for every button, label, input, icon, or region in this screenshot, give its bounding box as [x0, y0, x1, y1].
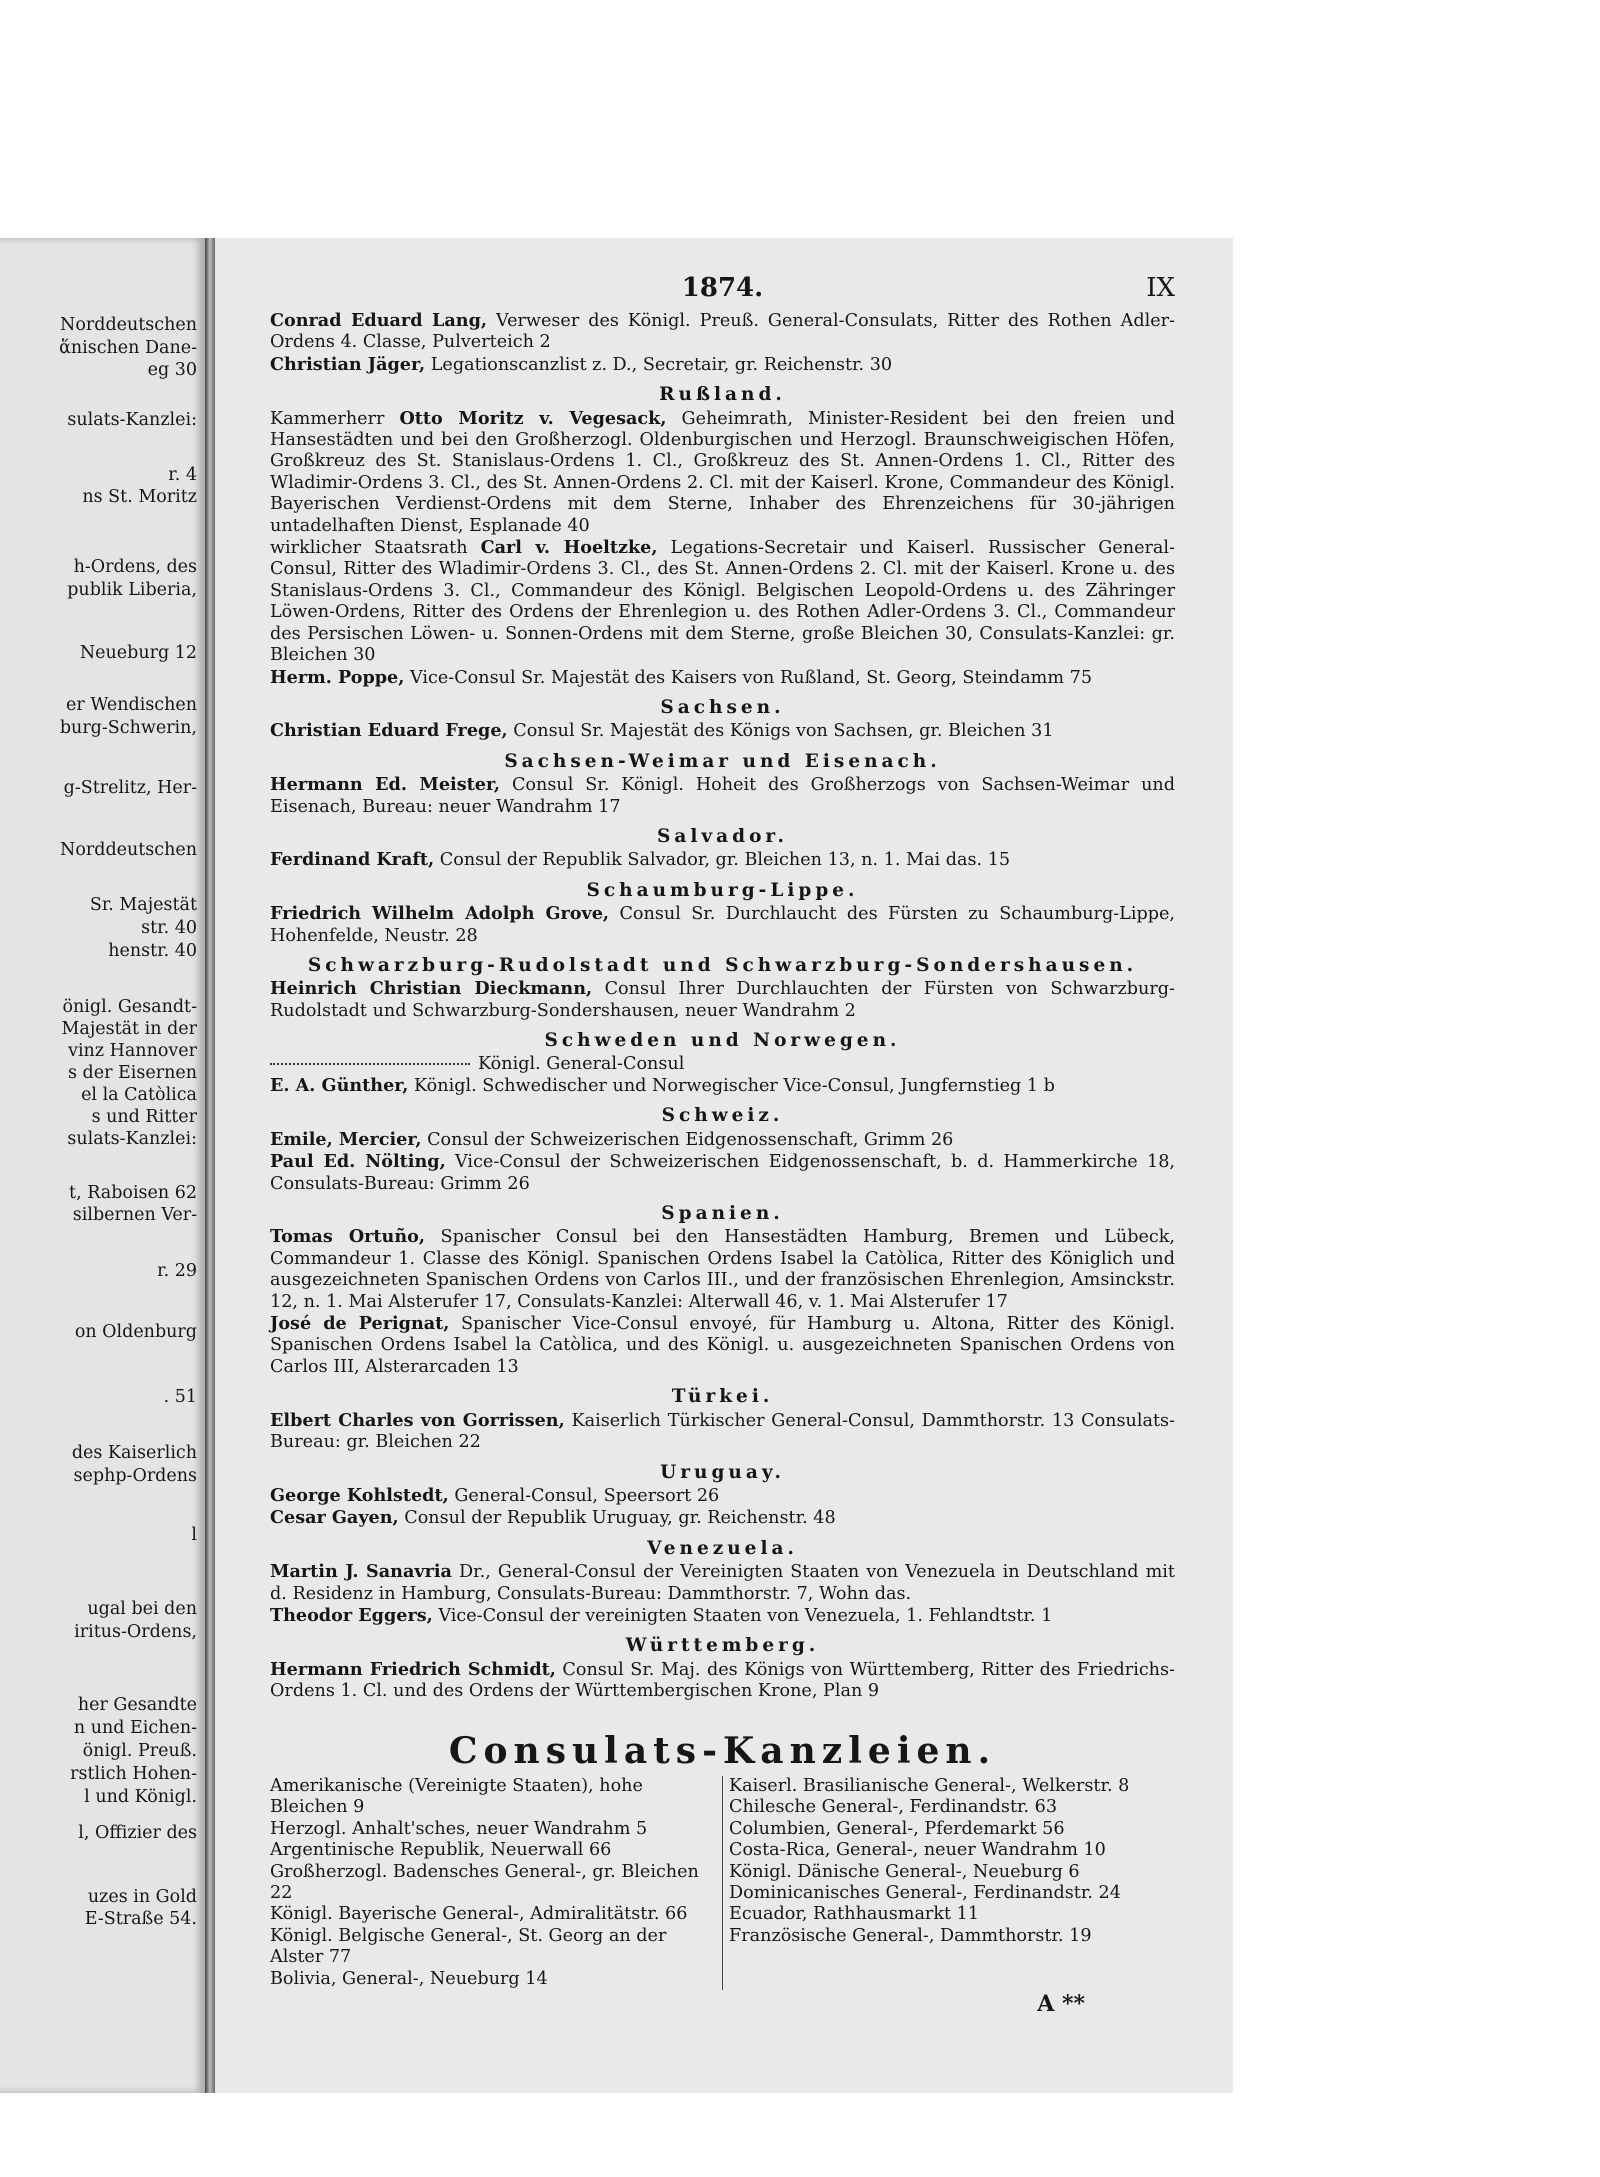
book-gutter — [205, 238, 215, 2093]
entry-title-prefix: Kammerherr — [270, 408, 400, 429]
entry-details: Geheimrath, Minister-Resident bei den freien und Hansestädten und bei den Großherzogl. Oldenburgischen und Herzogl. Braunschweigischen Höfen, Großkreuz des St. Stanislaus-Ordens 1. Cl., Großkreuz des St. Annen-Ordens 1. Cl., Ritter des Wladimir-Ordens 3. Cl., des St. Annen-Ordens 2. Cl. mit der Kaiserl. Krone, Commandeur des Königl. Bayerischen Verdienst-Ordens mit dem Sterne, Inhaber des Ehrenzeichens für 30-jährigen untadelhaften Dienst, Esplanade 40 — [270, 408, 1175, 536]
consul-name: Paul Ed. Nölting, — [270, 1151, 446, 1173]
entry-details: Consul Ihrer Durchlauchten der Fürsten von Schwarzburg-Rudolstadt und Schwarzburg-Sondershausen, neuer Wandrahm 2 — [270, 979, 1175, 1021]
kanzleien-title: Consulats-Kanzleien. — [448, 1729, 997, 1772]
section-heading: Schweden und Norwegen. — [544, 1030, 901, 1052]
facing-page-fragment: r. 4 — [168, 465, 197, 485]
facing-page-fragment: Sr. Majestät — [89, 895, 197, 915]
directory-entry — [270, 408, 1175, 537]
consul-name: Carl v. Hoeltzke, — [480, 537, 658, 559]
facing-page-edge — [0, 238, 205, 2093]
directory-entry — [270, 1313, 1175, 1378]
facing-page-fragment: sulats-Kanzlei: — [67, 1129, 197, 1149]
facing-page-fragment: Neueburg 12 — [79, 643, 197, 663]
directory-entry — [270, 1129, 1175, 1151]
entry-details: Dr., General-Consul der Vereinigten Staaten von Venezuela in Deutschland mit d. Residenz in Hamburg, Consulats-Bureau: Dammthorstr. 7, Wohn das. — [270, 1562, 1175, 1604]
facing-page-fragment: t, Raboisen 62 — [69, 1183, 197, 1203]
facing-page-fragment: l, Offizier des — [78, 1823, 197, 1843]
kanzlei-entry: Herzogl. Anhalt'sches, neuer Wandrahm 5 — [270, 1818, 648, 1839]
facing-page-fragment: sulats-Kanzlei: — [67, 410, 197, 430]
kanzlei-entry: Königl. Dänische General-, Neueburg 6 — [729, 1861, 1080, 1882]
facing-page-fragment: h-Ordens, des — [73, 557, 197, 577]
directory-entry — [270, 1075, 1175, 1097]
consul-name: Christian Eduard Frege, — [270, 720, 508, 742]
section-heading: Sachsen-Weimar und Eisenach. — [504, 750, 941, 772]
facing-page-fragment: ns St. Moritz — [82, 487, 197, 507]
directory-entry — [270, 1659, 1175, 1703]
directory-entry — [270, 1151, 1175, 1195]
facing-page-fragment: Majestät in der — [61, 1019, 197, 1039]
directory-entry — [270, 354, 1175, 376]
page-content — [270, 273, 1175, 2018]
section-heading: Sachsen. — [660, 696, 785, 718]
consul-name: Otto Moritz v. Vegesack, — [399, 407, 667, 429]
entry-details: Legationscanzlist z. D., Secretair, gr. Reichenstr. 30 — [425, 354, 893, 375]
consul-name: Martin J. Sanavria — [270, 1561, 452, 1583]
directory-entry — [270, 1054, 1175, 1075]
facing-page-fragment: g-Strelitz, Her- — [63, 778, 197, 798]
kanzlei-entry: Costa-Rica, General-, neuer Wandrahm 10 — [729, 1840, 1106, 1861]
entry-details: Spanischer Consul bei den Hansestädten Hamburg, Bremen und Lübeck, Commandeur 1. Classe des Königl. Spanischen Ordens Isabel la Catòlica, Ritter des Königlich und ausgezeichneten Spanischen Ordens von Carlos III., und der französischen Ehrenlegion, Amsinckstr. 12, n. 1. Mai Alsterufer 17, Consulats-Kanzlei: Alterwall 46, v. 1. Mai Alsterufer 17 — [270, 1227, 1175, 1312]
directory-entry — [270, 849, 1175, 871]
entry-details: Kaiserlich Türkischer General-Consul, Dammthorstr. 13 Consulats-Bureau: gr. Bleichen 22 — [270, 1410, 1175, 1453]
entry-details: Königl. Schwedischer und Norwegischer Vice-Consul, Jungfernstieg 1 b — [408, 1076, 1055, 1096]
consul-name: Ferdinand Kraft, — [270, 849, 435, 871]
consul-name: Elbert Charles von Gorrissen, — [270, 1409, 565, 1431]
entry-details: Verweser des Königl. Preuß. General-Consulats, Ritter des Rothen Adler-Ordens 4. Classe, Pulverteich 2 — [270, 311, 1175, 353]
entry-details: Vice-Consul der Schweizerischen Eidgenossenschaft, b. d. Hammerkirche 18, Consulats-Bureau: Grimm 26 — [270, 1152, 1175, 1194]
facing-page-fragment: Norddeutschen — [60, 840, 197, 860]
directory-entry — [270, 537, 1175, 666]
consul-name: Friedrich Wilhelm Adolph Grove, — [270, 903, 610, 925]
consul-name: Emile, Mercier, — [270, 1128, 422, 1150]
entry-details: Vice-Consul der vereinigten Staaten von Venezuela, 1. Fehlandtstr. 1 — [432, 1605, 1053, 1626]
top-entries — [270, 310, 1175, 376]
kanzlei-entry: Bolivia, General-, Neueburg 14 — [270, 1968, 548, 1989]
entry-details: Königl. General-Consul — [478, 1053, 685, 1074]
section-heading: Schwarzburg-Rudolstadt und Schwarzburg-Sondershausen. — [307, 954, 1138, 976]
facing-page-fragment: önigl. Preuß. — [82, 1741, 197, 1761]
directory-entry — [270, 1485, 1175, 1507]
facing-page-fragment: . 51 — [163, 1387, 197, 1407]
facing-page-fragment: her Gesandte — [77, 1695, 197, 1715]
facing-page-fragment: on Oldenburg — [74, 1322, 197, 1342]
entry-details: Consul Sr. Durchlaucht des Fürsten zu Schaumburg-Lippe, Hohenfelde, Neustr. 28 — [270, 904, 1175, 946]
consul-name: E. A. Günther, — [270, 1075, 409, 1096]
kanzlei-entry: Großherzogl. Badensches General-, gr. Bleichen 22 — [270, 1861, 699, 1903]
facing-page-fragment: l und Königl. — [84, 1787, 197, 1807]
directory-entry — [270, 310, 1175, 354]
facing-page-fragment: el la Catòlica — [81, 1085, 197, 1105]
section-heading: Rußland. — [659, 384, 786, 406]
page-number: IX — [1146, 273, 1175, 303]
kanzleien-list — [270, 1776, 1175, 1990]
facing-page-fragment: önigl. Gesandt- — [62, 997, 197, 1017]
consul-name: Hermann Ed. Meister, — [270, 774, 501, 796]
consul-name: Herm. Poppe, — [270, 666, 405, 688]
dotted-leader — [270, 1063, 470, 1065]
directory-entry — [270, 1605, 1175, 1627]
entry-details: Vice-Consul Sr. Majestät des Kaisers von Rußland, St. Georg, Steindamm 75 — [404, 667, 1093, 688]
section-heading: Württemberg. — [625, 1635, 820, 1657]
kanzlei-entry: Kaiserl. Brasilianische General-, Welkerstr. 8 — [729, 1775, 1130, 1796]
facing-page-fragment: eg 30 — [147, 360, 197, 380]
facing-page-fragment: ἅnischen Dane- — [59, 338, 197, 358]
facing-page-fragment: henstr. 40 — [108, 941, 197, 961]
kanzlei-entry: Amerikanische (Vereinigte Staaten), hohe Bleichen 9 — [270, 1775, 643, 1818]
consul-name: Heinrich Christian Dieckmann, — [270, 978, 593, 1000]
kanzlei-entry: Ecuador, Rathhausmarkt 11 — [729, 1904, 980, 1925]
facing-page-fragment: uzes in Gold — [87, 1887, 197, 1907]
kanzleien-left-column — [270, 1776, 723, 1990]
entry-details: Consul Sr. Königl. Hoheit des Großherzogs von Sachsen-Weimar und Eisenach, Bureau: neuer Wandrahm 17 — [270, 775, 1175, 817]
facing-page-fragment: r. 29 — [157, 1261, 197, 1281]
consul-name: Theodor Eggers, — [270, 1604, 433, 1626]
directory-entry — [270, 667, 1175, 689]
kanzlei-entry: Französische General-, Dammthorstr. 19 — [729, 1925, 1092, 1946]
consul-name: Hermann Friedrich Schmidt, — [270, 1658, 556, 1680]
kanzlei-entry: Dominicanisches General-, Ferdinandstr. 24 — [729, 1883, 1121, 1903]
kanzleien-right-column — [723, 1776, 1175, 1990]
facing-page-fragment: ugal bei den — [87, 1599, 197, 1619]
section-heading: Türkei. — [671, 1386, 774, 1408]
consul-name: Tomas Ortuño, — [270, 1226, 425, 1248]
entry-details: Consul der Republik Salvador, gr. Bleichen 13, n. 1. Mai das. 15 — [434, 850, 1011, 871]
facing-page-fragment: vinz Hannover — [68, 1041, 197, 1061]
section-heading: Uruguay. — [660, 1461, 785, 1483]
consul-name: Conrad Eduard Lang, — [270, 310, 488, 331]
kanzlei-entry: Königl. Belgische General-, St. Georg an der Alster 77 — [270, 1925, 667, 1968]
section-heading: Schweiz. — [661, 1105, 784, 1127]
entry-details: Consul Sr. Majestät des Königs von Sachsen, gr. Bleichen 31 — [507, 721, 1054, 742]
section-heading: Spanien. — [661, 1203, 784, 1225]
facing-page-fragment: str. 40 — [141, 918, 197, 938]
facing-page-fragment: s der Eisernen — [67, 1063, 197, 1083]
directory-entry — [270, 1561, 1175, 1605]
consul-name: José de Perignat, — [270, 1313, 450, 1335]
facing-page-fragment: s und Ritter — [91, 1107, 197, 1127]
signature-mark: A ** — [1037, 1991, 1085, 2018]
directory-entry — [270, 774, 1175, 818]
facing-page-fragment: E-Straße 54. — [84, 1909, 197, 1929]
facing-page-fragment: er Wendischen — [66, 695, 197, 715]
section-heading: Venezuela. — [647, 1537, 798, 1559]
facing-page-fragment: burg-Schwerin, — [59, 718, 197, 738]
consul-name: Christian Jäger, — [270, 353, 426, 375]
entry-details: Consul Sr. Maj. des Königs von Württemberg, Ritter des Friedrichs-Ordens 1. Cl. und des Ordens der Württembergischen Krone, Plan 9 — [270, 1659, 1175, 1702]
facing-page-fragment: sephp-Ordens — [73, 1466, 197, 1486]
entry-details: Spanischer Vice-Consul envoyé, für Hamburg u. Altona, Ritter des Königl. Spanischen Ordens Isabel la Catòlica, und des Königl. u. ausgezeichneten Spanischen Ordens von Carlos III, Alsterarcaden 13 — [270, 1314, 1175, 1377]
facing-page-fragment: Norddeutschen — [60, 315, 197, 335]
entry-details: Consul der Schweizerischen Eidgenossenschaft, Grimm 26 — [421, 1129, 954, 1150]
directory-entry — [270, 1226, 1175, 1313]
consul-name: George Kohlstedt, — [270, 1484, 449, 1506]
entry-details: Consul der Republik Uruguay, gr. Reichenstr. 48 — [398, 1508, 836, 1529]
running-header — [270, 273, 1175, 310]
facing-page-fragment: silbernen Ver- — [72, 1205, 197, 1225]
facing-page-fragment: n und Eichen- — [73, 1718, 197, 1738]
section-heading: Schaumburg-Lippe. — [586, 879, 859, 901]
kanzlei-entry: Columbien, General-, Pferdemarkt 56 — [729, 1818, 1065, 1839]
entry-details: General-Consul, Speersort 26 — [448, 1485, 720, 1506]
kanzlei-entry: Chilesche General-, Ferdinandstr. 63 — [729, 1797, 1058, 1818]
facing-page-fragment: l — [191, 1525, 197, 1545]
facing-page-fragment: rstlich Hohen- — [70, 1764, 197, 1784]
kanzlei-entry: Königl. Bayerische General-, Admiralitätstr. 66 — [270, 1904, 688, 1925]
directory-entry — [270, 903, 1175, 947]
entry-title-prefix: wirklicher Staatsrath — [270, 538, 481, 559]
directory-entry — [270, 720, 1175, 742]
facing-page-fragment: iritus-Ordens, — [74, 1622, 197, 1642]
consul-sections — [270, 384, 1175, 1702]
directory-entry — [270, 1507, 1175, 1529]
consul-name: Cesar Gayen, — [270, 1507, 399, 1529]
directory-entry — [270, 1410, 1175, 1454]
entry-details: Legations-Secretair und Kaiserl. Russischer General-Consul, Ritter des Wladimir-Ordens 3. Cl., des St. Annen-Ordens 2. Cl. mit der Kaiserl. Krone u. des Stanislaus-Ordens 3. Cl., Commandeur des Königl. Belgischen Leopold-Ordens u. des Zähringer Löwen-Ordens, Ritter des Ordens der Ehrenlegion u. des Rothen Adler-Ordens 3. Cl., Commandeur des Persischen Löwen- u. Sonnen-Ordens mit dem Sterne, große Bleichen 30, Consulats-Kanzlei: gr. Bleichen 30 — [270, 538, 1175, 666]
kanzlei-entry: Argentinische Republik, Neuerwall 66 — [270, 1840, 612, 1861]
facing-page-fragment: des Kaiserlich — [71, 1443, 197, 1463]
page-year: 1874. — [681, 273, 764, 303]
facing-page-fragment: publik Liberia, — [67, 580, 197, 600]
directory-entry — [270, 978, 1175, 1022]
section-heading: Salvador. — [657, 825, 788, 847]
